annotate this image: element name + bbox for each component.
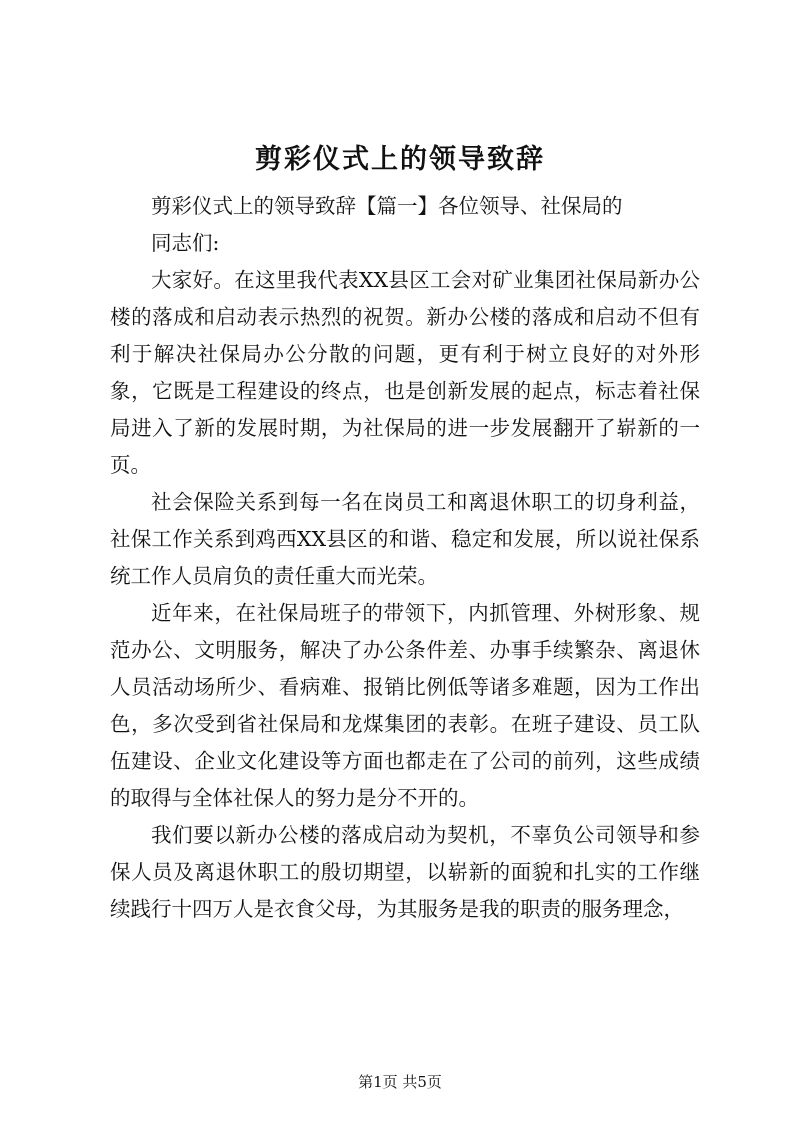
paragraph-salutation: 同志们: (151, 231, 220, 255)
paragraph-commitment: 我们要以新办公楼的落成启动为契机，不辜负公司领导和参保人员及离退休职工的殷切期望，以崭新的面貌和扎实的工作继续践行十四万人是衣食父母，为其服务是我的职责的服务理念， (110, 823, 700, 921)
paragraph-heading-line: 剪彩仪式上的领导致辞【篇一】各位领导、社保局的 (151, 194, 623, 218)
document-body (110, 188, 700, 928)
paragraph-greeting: 大家好。在这里我代表XX县区工会对矿业集团社保局新办公楼的落成和启动表示热烈的祝贺。新办公楼的落成和启动不但有利于解决社保局办公分散的问题，更有利于树立良好的对外形象，它既是工程建设的终点，也是创新发展的起点，标志着社保局进入了新的发展时期，为社保局的进一步发展翻开了崭新的一页。 (110, 268, 700, 477)
document-title: 剪彩仪式上的领导致辞 (255, 144, 545, 175)
paragraph-achievements: 近年来，在社保局班子的带领下，内抓管理、外树形象、规范办公、文明服务，解决了办公条件差、办事手续繁杂、离退休人员活动场所少、看病难、报销比例低等诸多难题，因为工作出色，多次受到省社保局和龙煤集团的表彰。在班子建设、员工队伍建设、企业文化建设等方面也都走在了公司的前列，这些成绩的取得与全体社保人的努力是分不开的。 (110, 601, 700, 810)
paragraph-social-insurance: 社会保险关系到每一名在岗员工和离退休职工的切身利益，社保工作关系到鸡西XX县区的和谐、稳定和发展，所以说社保系统工作人员肩负的责任重大而光荣。 (110, 490, 700, 588)
page-footer: 第1页 共5页 (358, 1073, 442, 1091)
